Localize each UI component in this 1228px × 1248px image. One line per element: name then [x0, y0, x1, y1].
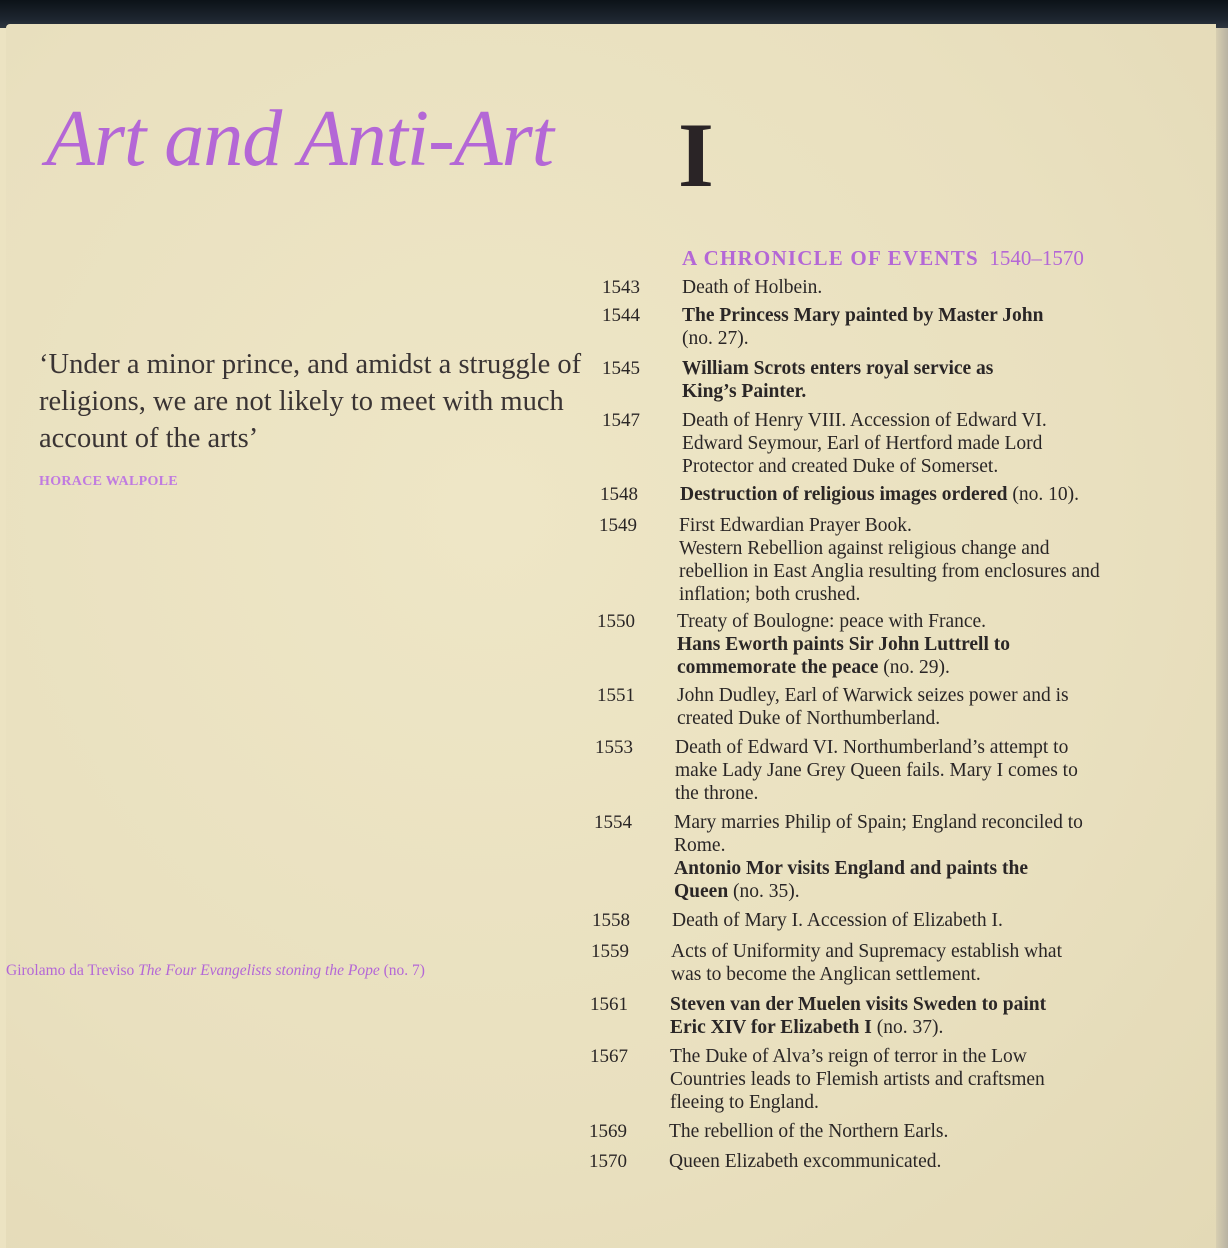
event-description — [674, 811, 1126, 903]
event-year: 1548 — [600, 484, 638, 505]
event-text-line — [677, 656, 1129, 679]
event-text-line — [682, 357, 1134, 380]
chronicle-event — [592, 909, 1124, 932]
event-year: 1561 — [590, 994, 628, 1015]
event-year: 1553 — [595, 737, 633, 758]
event-text-line — [682, 304, 1134, 327]
event-text-line — [677, 684, 1129, 707]
event-text-line — [671, 963, 1123, 986]
event-text: Edward Seymour, Earl of Hertford made Lord — [682, 433, 1043, 454]
event-description — [677, 684, 1129, 730]
event-year: 1559 — [591, 941, 629, 962]
event-description — [682, 276, 1134, 299]
event-text-line — [682, 276, 1134, 299]
event-text-line — [675, 782, 1127, 805]
event-text-line — [674, 834, 1126, 857]
event-text: The Duke of Alva’s reign of terror in the Low — [670, 1046, 1027, 1067]
event-text-line — [669, 1150, 1121, 1173]
event-highlight-text: Hans Eworth paints Sir John Luttrell to — [677, 634, 1011, 655]
page-gutter-shadow — [1214, 28, 1228, 1248]
event-description — [677, 610, 1129, 679]
event-text: Queen Elizabeth excommunicated. — [669, 1151, 942, 1172]
event-text: (no. 10). — [1007, 484, 1079, 505]
caption-artist: Girolamo da Treviso — [6, 962, 135, 979]
event-description — [682, 304, 1134, 350]
event-text: (no. 29). — [878, 657, 950, 678]
event-description — [670, 993, 1122, 1039]
event-text: inflation; both crushed. — [679, 584, 861, 605]
event-text-line — [679, 583, 1131, 606]
event-text-line — [677, 707, 1129, 730]
chronicle-event — [591, 940, 1123, 986]
event-text-line — [670, 1016, 1122, 1039]
event-text: was to become the Anglican settlement. — [671, 964, 981, 985]
event-text-line — [679, 514, 1131, 537]
chronicle-heading — [682, 246, 1084, 271]
book-page — [6, 24, 1216, 1248]
event-text-line — [669, 1120, 1121, 1143]
event-year: 1550 — [597, 611, 635, 632]
chapter-numeral: I — [678, 104, 714, 206]
epigraph-author: HORACE WALPOLE — [39, 474, 178, 489]
chronicle-event — [595, 736, 1127, 805]
event-highlight-text: Steven van der Muelen visits Sweden to paint — [670, 994, 1047, 1015]
event-text-line — [670, 993, 1122, 1016]
event-text-line — [677, 633, 1129, 656]
event-text-line — [677, 610, 1129, 633]
event-text: (no. 27). — [682, 328, 749, 349]
event-text-line — [682, 380, 1134, 403]
event-highlight-text: Antonio Mor visits England and paints the — [674, 858, 1028, 879]
event-text: The rebellion of the Northern Earls. — [669, 1121, 949, 1142]
event-highlight-text: The Princess Mary painted by Master John — [682, 305, 1044, 326]
event-description — [679, 514, 1131, 606]
event-text-line — [674, 811, 1126, 834]
event-text-line — [672, 909, 1124, 932]
event-description — [682, 357, 1134, 403]
chronicle-date-range: 1540–1570 — [989, 246, 1084, 270]
event-year: 1544 — [602, 305, 640, 326]
event-description — [670, 1045, 1122, 1114]
event-highlight-text: King’s Painter. — [682, 381, 807, 402]
chronicle-event — [602, 276, 1134, 299]
event-year: 1547 — [602, 410, 640, 431]
event-text: Death of Mary I. Accession of Elizabeth I. — [672, 910, 1003, 931]
chronicle-event — [602, 304, 1134, 350]
event-text: Acts of Uniformity and Supremacy establish what — [671, 941, 1062, 962]
event-text-line — [682, 327, 1134, 350]
event-year: 1551 — [597, 685, 635, 706]
event-year: 1545 — [602, 358, 640, 379]
event-text: Death of Holbein. — [682, 277, 823, 298]
chronicle-heading-text: A CHRONICLE OF EVENTS — [682, 246, 979, 270]
chronicle-event — [590, 1045, 1122, 1114]
chronicle-event — [600, 483, 1132, 506]
event-text-line — [679, 537, 1131, 560]
event-description — [682, 409, 1134, 478]
event-text: John Dudley, Earl of Warwick seizes power and is — [677, 685, 1069, 706]
event-text: Treaty of Boulogne: peace with France. — [677, 611, 987, 632]
event-text: the throne. — [675, 783, 759, 804]
event-highlight-text: Queen — [674, 881, 729, 902]
event-text: (no. 37). — [871, 1017, 944, 1038]
event-text-line — [682, 455, 1134, 478]
event-year: 1569 — [589, 1121, 627, 1142]
event-text-line — [670, 1068, 1122, 1091]
chronicle-event — [602, 409, 1134, 478]
event-text-line — [675, 759, 1127, 782]
event-text-line — [674, 857, 1126, 880]
event-text-line — [670, 1091, 1122, 1114]
event-text: First Edwardian Prayer Book. — [679, 515, 912, 536]
event-year: 1549 — [599, 515, 637, 536]
event-text-line — [679, 560, 1131, 583]
chronicle-event — [594, 811, 1126, 903]
chronicle-event — [590, 993, 1122, 1039]
caption-artwork-title: The Four Evangelists stoning the Pope — [138, 962, 380, 979]
epigraph-quote: ‘Under a minor prince, and amidst a struggle of religions, we are not likely to meet with much account of the arts’ — [39, 349, 582, 454]
event-description — [672, 909, 1124, 932]
event-text-line — [670, 1045, 1122, 1068]
event-text-line — [680, 483, 1132, 506]
event-text: Protector and created Duke of Somerset. — [682, 456, 999, 477]
event-highlight-text: commemorate the peace — [677, 657, 879, 678]
event-description — [671, 940, 1123, 986]
event-highlight-text: William Scrots enters royal service as — [682, 358, 994, 379]
event-highlight-text: Destruction of religious images ordered — [680, 484, 1008, 505]
chronicle-event — [589, 1150, 1121, 1173]
event-text: Death of Edward VI. Northumberland’s attempt to — [675, 737, 1069, 758]
chronicle-event — [599, 514, 1131, 606]
event-year: 1543 — [602, 277, 640, 298]
event-year: 1570 — [589, 1151, 627, 1172]
chronicle-event — [589, 1120, 1121, 1143]
event-text: (no. 35). — [728, 881, 800, 902]
event-text: fleeing to England. — [670, 1092, 819, 1113]
event-text: Western Rebellion against religious change and — [679, 538, 1050, 559]
page-title: Art and Anti-Art — [46, 95, 553, 183]
event-text-line — [682, 432, 1134, 455]
event-text-line — [675, 736, 1127, 759]
caption-catalogue-ref: (no. 7) — [383, 962, 425, 979]
event-year: 1558 — [592, 910, 630, 931]
event-highlight-text: Eric XIV for Elizabeth I — [670, 1017, 872, 1038]
event-year: 1567 — [590, 1046, 628, 1067]
event-description — [680, 483, 1132, 506]
event-text: Countries leads to Flemish artists and craftsmen — [670, 1069, 1045, 1090]
event-text: Rome. — [674, 835, 726, 856]
event-description — [669, 1120, 1121, 1143]
event-text: Mary marries Philip of Spain; England reconciled to — [674, 812, 1083, 833]
event-text: make Lady Jane Grey Queen fails. Mary I comes to — [675, 760, 1078, 781]
chronicle-event — [597, 684, 1129, 730]
event-text-line — [682, 409, 1134, 432]
event-description — [669, 1150, 1121, 1173]
event-description — [675, 736, 1127, 805]
event-text: rebellion in East Anglia resulting from enclosures and — [679, 561, 1100, 582]
event-text: Death of Henry VIII. Accession of Edward VI. — [682, 410, 1047, 431]
event-text-line — [671, 940, 1123, 963]
chronicle-event — [597, 610, 1129, 679]
illustration-caption — [6, 962, 566, 980]
event-text: created Duke of Northumberland. — [677, 708, 941, 729]
event-text-line — [674, 880, 1126, 903]
event-year: 1554 — [594, 812, 632, 833]
chronicle-event — [602, 357, 1134, 403]
